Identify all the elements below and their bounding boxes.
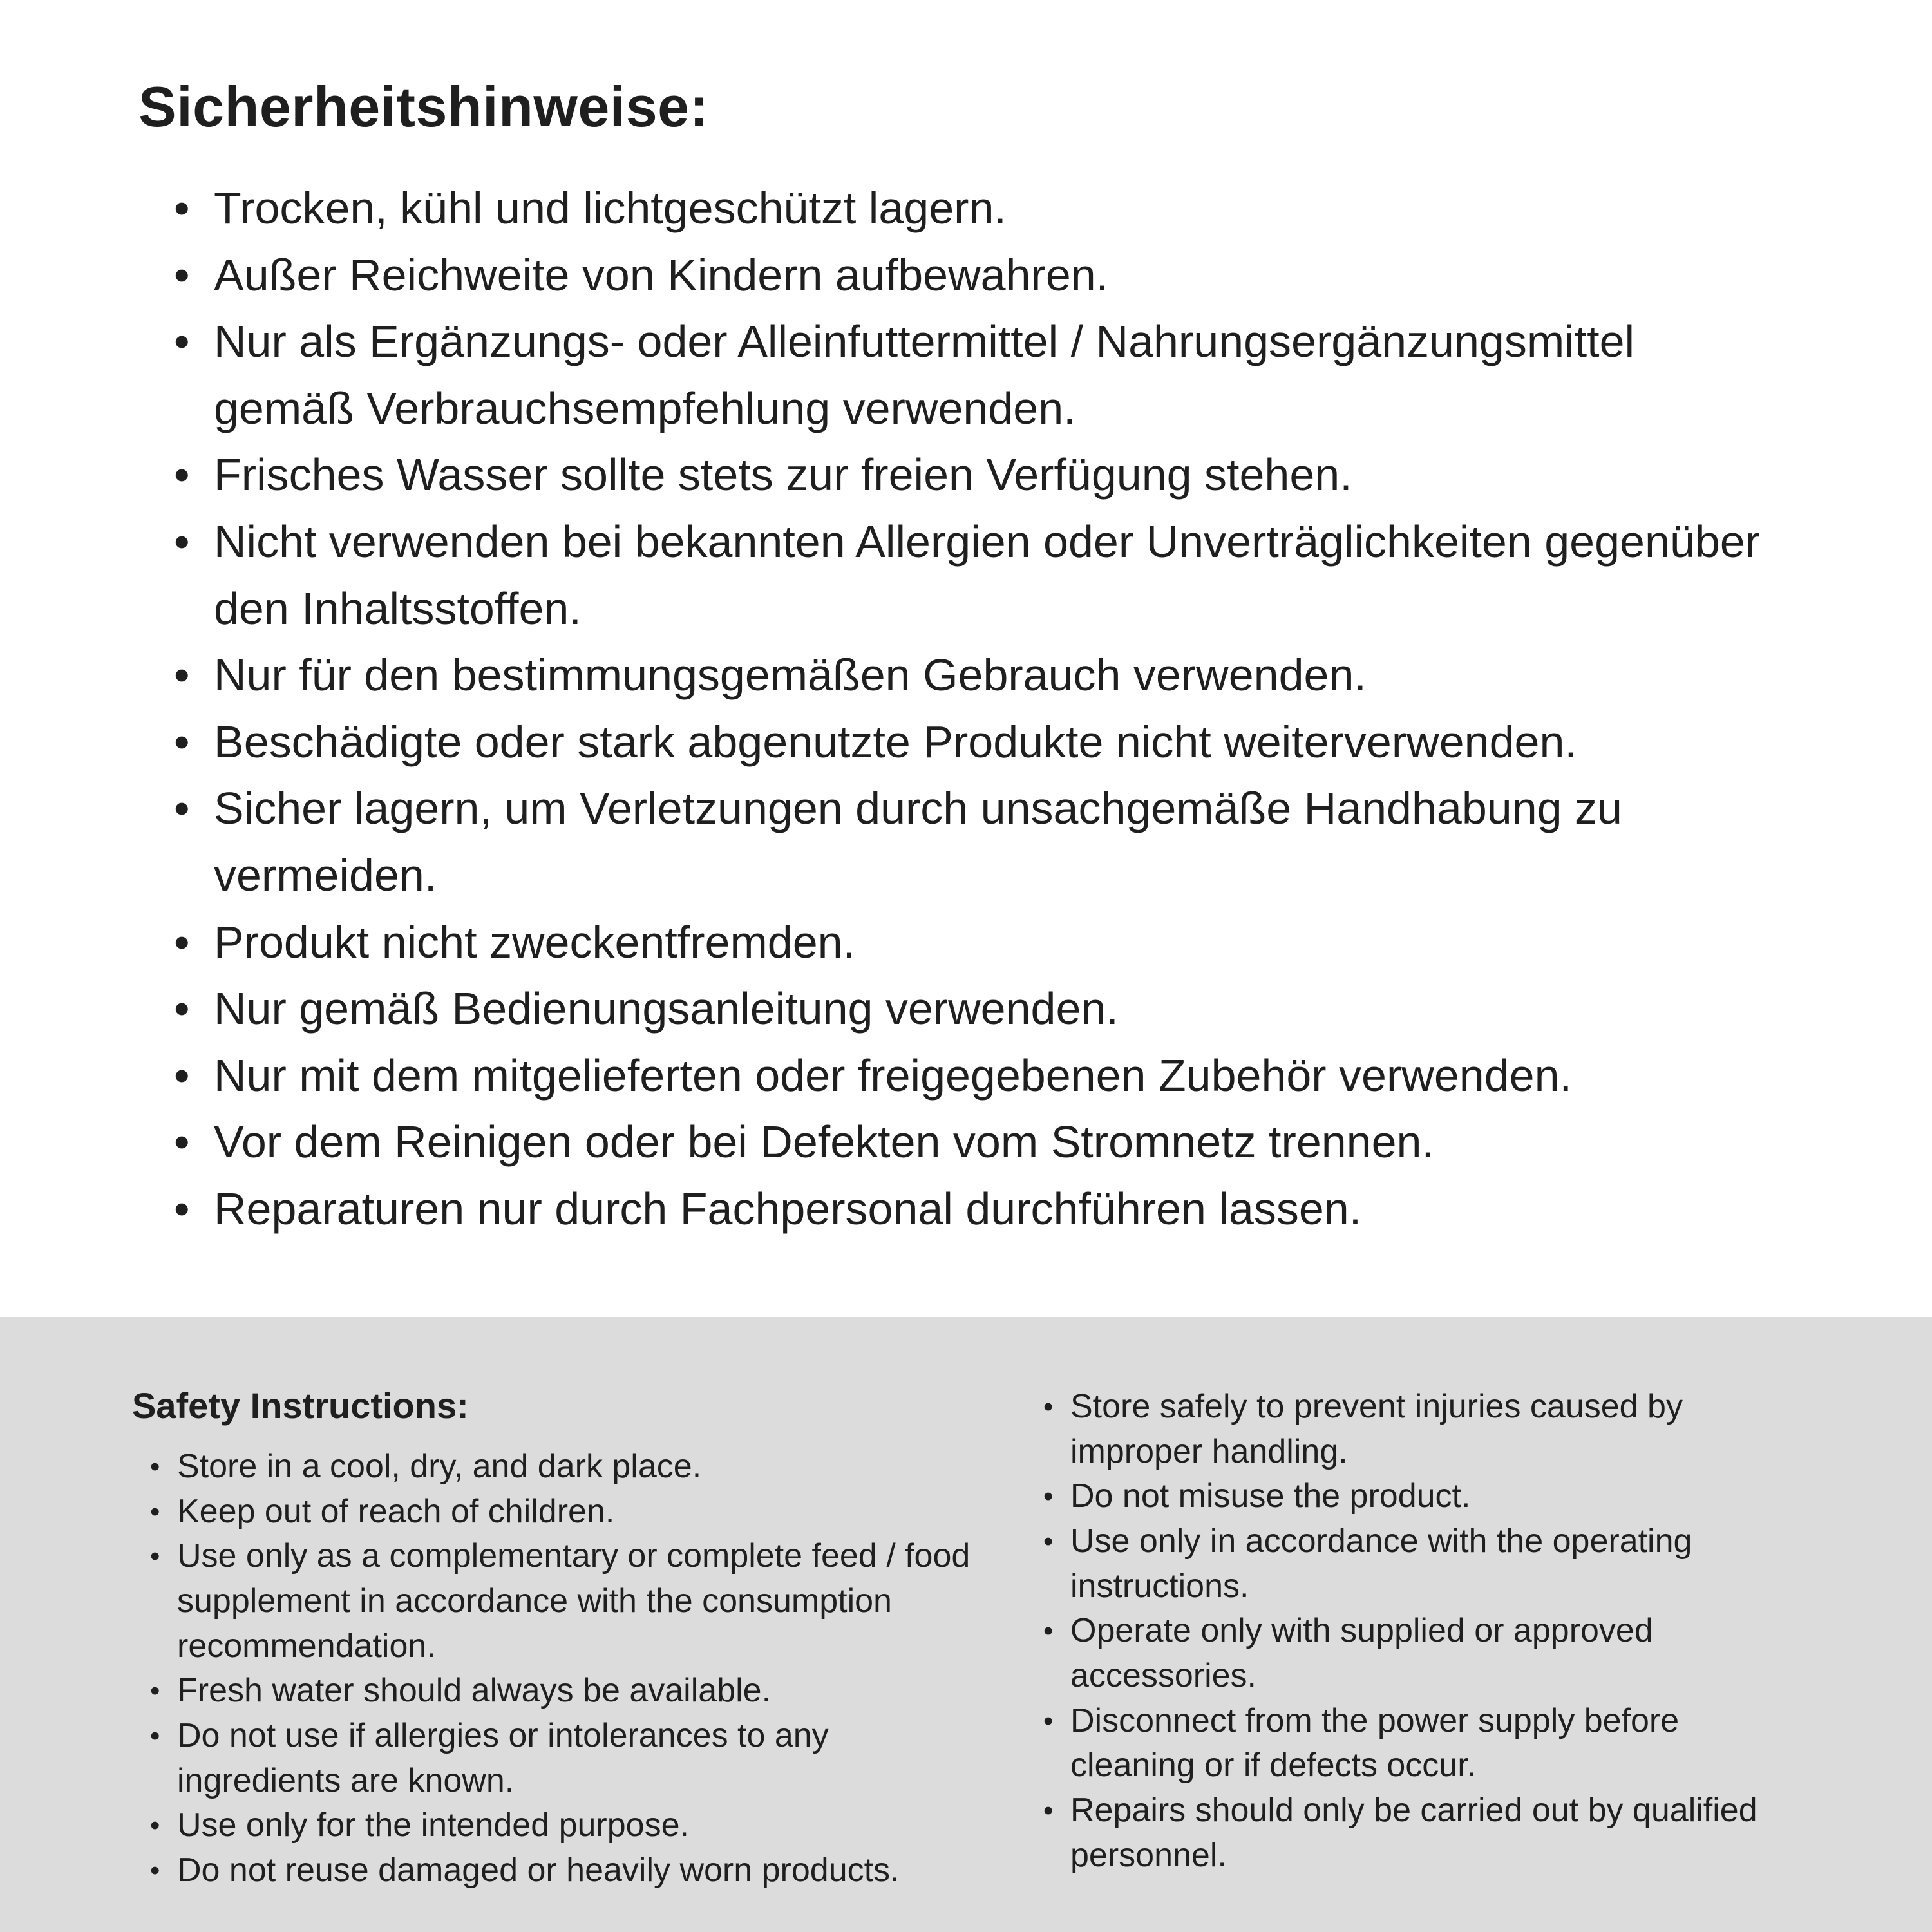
english-safety-item: • Use only for the intended purpose. (150, 1803, 989, 1848)
english-section-heading: Safety Instructions: (132, 1385, 469, 1426)
german-safety-item: • Frisches Wasser sollte stets zur freien Verfügung stehen. (174, 442, 1787, 509)
german-safety-item: • Sicher lagern, um Verletzungen durch unsachgemäße Handhabung zu vermeiden. (174, 775, 1787, 909)
english-safety-item: • Keep out of reach of children. (150, 1490, 989, 1535)
english-left-column (132, 1385, 989, 1932)
german-safety-item: • Nur als Ergänzungs- oder Alleinfuttermittel / Nahrungsergänzungsmittel gemäß Verbrauchsempfehlung verwenden. (174, 308, 1787, 442)
english-safety-item: • Repairs should only be carried out by qualified personnel. (1043, 1788, 1813, 1878)
german-safety-item: • Beschädigte oder stark abgenutzte Produkte nicht weiterverwenden. (174, 709, 1787, 776)
english-safety-item: • Do not misuse the product. (1043, 1474, 1813, 1519)
german-safety-item: • Vor dem Reinigen oder bei Defekten vom Stromnetz trennen. (174, 1109, 1787, 1176)
english-safety-item: • Store in a cool, dry, and dark place. (150, 1444, 989, 1490)
english-safety-item: • Use only as a complementary or complete feed / food supplement in accordance with the consumption recommendation. (150, 1534, 989, 1669)
german-safety-item: • Nur mit dem mitgelieferten oder freigegebenen Zubehör verwenden. (174, 1043, 1787, 1110)
german-safety-item: • Nicht verwenden bei bekannten Allergien oder Unverträglichkeiten gegenüber den Inhaltsstoffen. (174, 509, 1787, 642)
german-safety-item: • Trocken, kühl und lichtgeschützt lagern. (174, 175, 1787, 242)
german-safety-item: • Produkt nicht zweckentfremden. (174, 909, 1787, 976)
english-safety-item: • Store safely to prevent injuries caused by improper handling. (1043, 1385, 1813, 1474)
english-safety-item: • Fresh water should always be available. (150, 1669, 989, 1714)
german-safety-list (138, 175, 1787, 1243)
english-safety-list-left (132, 1444, 989, 1893)
english-safety-section (0, 1317, 1932, 1932)
german-safety-item: • Nur für den bestimmungsgemäßen Gebrauch verwenden. (174, 642, 1787, 709)
german-safety-item: • Reparaturen nur durch Fachpersonal durchführen lassen. (174, 1176, 1787, 1243)
english-right-column (1043, 1385, 1813, 1932)
english-safety-item: • Use only in accordance with the operating instructions. (1043, 1519, 1813, 1609)
english-safety-item: • Disconnect from the power supply before cleaning or if defects occur. (1043, 1699, 1813, 1788)
german-safety-item: • Außer Reichweite von Kindern aufbewahren. (174, 242, 1787, 309)
english-safety-list-right (1043, 1385, 1813, 1878)
german-section-heading: Sicherheitshinweise: (138, 75, 709, 138)
german-safety-item: • Nur gemäß Bedienungsanleitung verwenden. (174, 976, 1787, 1043)
english-safety-item: • Operate only with supplied or approved accessories. (1043, 1609, 1813, 1698)
english-safety-item: • Do not use if allergies or intolerances to any ingredients are known. (150, 1714, 989, 1803)
english-safety-item: • Do not reuse damaged or heavily worn products. (150, 1848, 989, 1893)
